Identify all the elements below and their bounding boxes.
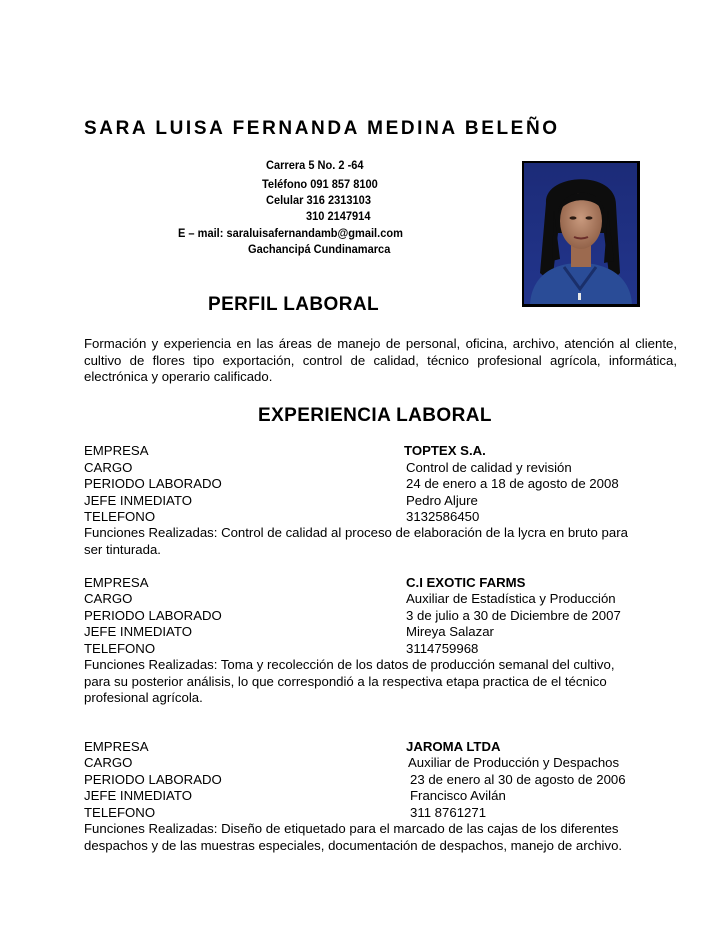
job-1-functions-line: ser tinturada. bbox=[84, 541, 161, 557]
job-2-phone-row bbox=[84, 641, 684, 657]
company-label: EMPRESA bbox=[84, 739, 149, 754]
job-2-company: C.I EXOTIC FARMS bbox=[406, 575, 526, 590]
job-2-boss-row bbox=[84, 624, 684, 640]
job-2-functions-line: profesional agrícola. bbox=[84, 690, 203, 705]
phone-label: TELEFONO bbox=[84, 509, 156, 524]
job-3-functions-line: Funciones Realizadas: Diseño de etiquetado para el marcado de las cajas de los diferentes bbox=[84, 821, 619, 836]
company-label: EMPRESA bbox=[84, 575, 149, 590]
email: E – mail: saraluisafernandamb@gmail.com bbox=[178, 226, 403, 240]
job-1-boss: Pedro Aljure bbox=[406, 493, 478, 508]
profile-photo bbox=[522, 161, 640, 307]
position-label: CARGO bbox=[84, 460, 133, 475]
phone-label: TELEFONO bbox=[84, 641, 156, 656]
job-3-period-row bbox=[84, 772, 684, 788]
job-1-boss-row bbox=[84, 493, 684, 509]
job-3-functions-line: despachos y de las muestras especiales, documentación de despachos, manejo de archivo. bbox=[84, 837, 623, 853]
job-2-boss: Mireya Salazar bbox=[406, 624, 494, 639]
address: Carrera 5 No. 2 -64 bbox=[266, 158, 364, 172]
boss-label: JEFE INMEDIATO bbox=[84, 493, 192, 508]
job-3-phone: 311 8761271 bbox=[410, 805, 487, 820]
job-1-functions-line: Funciones Realizadas: Control de calidad al proceso de elaboración de la lycra en bruto para bbox=[84, 525, 628, 540]
job-1-company: TOPTEX S.A. bbox=[404, 443, 486, 458]
mobile-secondary: 310 2147914 bbox=[306, 209, 371, 223]
job-2-functions-line: para su posterior análisis, lo que correspondió a la respectiva etapa practica de el técnico bbox=[84, 673, 607, 689]
job-3-company-row bbox=[84, 739, 684, 755]
position-label: CARGO bbox=[84, 591, 133, 606]
mobile: Celular 316 2313103 bbox=[266, 193, 371, 207]
job-1-period: 24 de enero a 18 de agosto de 2008 bbox=[406, 476, 619, 491]
phone-label: TELEFONO bbox=[84, 805, 156, 820]
job-1-period-row bbox=[84, 476, 684, 492]
job-3-position-row bbox=[84, 755, 684, 771]
job-2-functions-line: Funciones Realizadas: Toma y recolección de los datos de producción semanal del cultivo, bbox=[84, 657, 615, 672]
profile-title: PERFIL LABORAL bbox=[208, 294, 379, 315]
job-2-phone: 3114759968 bbox=[406, 641, 479, 656]
job-3-boss-row bbox=[84, 788, 684, 804]
job-2-period: 3 de julio a 30 de Diciembre de 2007 bbox=[406, 608, 621, 623]
phone: Teléfono 091 857 8100 bbox=[262, 177, 378, 191]
job-1-phone: 3132586450 bbox=[406, 509, 480, 524]
profile-text: Formación y experiencia en las áreas de manejo de personal, oficina, archivo, atención al cliente, cultivo de flores tipo exportación, control de calidad, técnico profesional agrícola, informática, electrónica y operario calificado. bbox=[84, 336, 677, 384]
experience-title: EXPERIENCIA LABORAL bbox=[258, 405, 492, 426]
city: Gachancipá Cundinamarca bbox=[248, 242, 391, 256]
candidate-name: SARA LUISA FERNANDA MEDINA BELEÑO bbox=[84, 118, 560, 139]
job-3-period: 23 de enero al 30 de agosto de 2006 bbox=[410, 772, 626, 787]
job-2-position-row bbox=[84, 591, 684, 607]
job-2-period-row bbox=[84, 608, 684, 624]
job-3-boss: Francisco Avilán bbox=[410, 788, 506, 803]
period-label: PERIODO LABORADO bbox=[84, 608, 222, 623]
job-2-functions bbox=[84, 657, 684, 707]
boss-label: JEFE INMEDIATO bbox=[84, 788, 192, 803]
job-2-company-row bbox=[84, 575, 684, 591]
job-2-position: Auxiliar de Estadística y Producción bbox=[406, 591, 616, 606]
period-label: PERIODO LABORADO bbox=[84, 772, 222, 787]
job-3-position: Auxiliar de Producción y Despachos bbox=[408, 755, 620, 770]
job-1-functions bbox=[84, 525, 684, 558]
company-label: EMPRESA bbox=[84, 443, 149, 458]
portrait-image bbox=[524, 163, 637, 304]
job-1-position-row bbox=[84, 460, 684, 476]
job-1-position: Control de calidad y revisión bbox=[406, 460, 572, 475]
period-label: PERIODO LABORADO bbox=[84, 476, 222, 491]
job-3-phone-row bbox=[84, 805, 684, 821]
job-1-company-row bbox=[84, 443, 684, 459]
job-3-company: JAROMA LTDA bbox=[406, 739, 501, 754]
position-label: CARGO bbox=[84, 755, 133, 770]
job-1-phone-row bbox=[84, 509, 684, 525]
boss-label: JEFE INMEDIATO bbox=[84, 624, 192, 639]
job-3-functions bbox=[84, 821, 684, 854]
